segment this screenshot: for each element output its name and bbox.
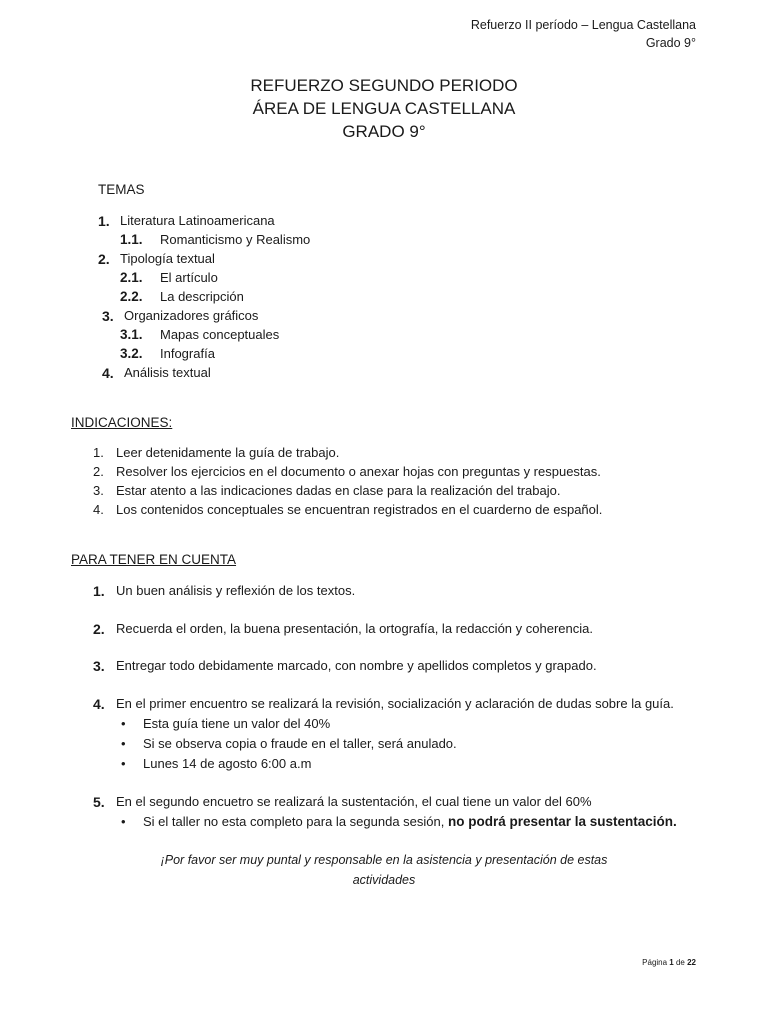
tener-item-num: 2. [93,621,105,637]
tener-bullet-text: Lunes 14 de agosto 6:00 a.m [143,756,312,771]
title-line-1: REFUERZO SEGUNDO PERIODO [250,76,518,95]
indicaciones-item-text: Estar atento a las indicaciones dadas en clase para la realización del trabajo. [116,483,561,498]
tener-item-num: 3. [93,658,105,674]
temas-subitem-text: El artículo [160,270,218,285]
indicaciones-item-num: 2. [93,464,104,479]
temas-subitem-num: 2.1. [120,270,143,285]
closing-note [0,850,768,890]
running-header [471,16,696,52]
page-number-middle: de [673,958,688,967]
tener-bullet-text [143,813,677,831]
tener-bullet-text: Esta guía tiene un valor del 40% [143,716,331,731]
temas-subitem-num: 3.1. [120,327,143,342]
bullet-icon: • [121,814,126,829]
tener-item-num: 1. [93,583,105,599]
document-title [0,74,768,143]
tener-item-text: Entregar todo debidamente marcado, con nombre y apellidos completos y grapado. [116,658,597,673]
temas-item-num: 4. [102,365,114,381]
closing-note-line-1: ¡Por favor ser muy puntal y responsable en la asistencia y presentación de estas [160,853,608,867]
temas-subitem-num: 2.2. [120,289,143,304]
temas-heading: TEMAS [98,182,145,197]
indicaciones-item-num: 4. [93,502,104,517]
temas-subitem-num: 3.2. [120,346,143,361]
indicaciones-item-num: 1. [93,445,104,460]
indicaciones-item-text: Resolver los ejercicios en el documento o anexar hojas con preguntas y respuestas. [116,464,601,479]
indicaciones-heading: INDICACIONES: [71,415,173,430]
tener-item-text: Recuerda el orden, la buena presentación, la ortografía, la redacción y coherencia. [116,621,593,636]
page-number-current: 1 [669,958,674,967]
tener-item-text: En el primer encuentro se realizará la revisión, socialización y aclaración de dudas sobre la guía. [116,696,674,711]
bullet-icon: • [121,756,126,771]
temas-item-num: 3. [102,308,114,324]
page-number [642,958,696,967]
tener-bullet-text: Si se observa copia o fraude en el taller, será anulado. [143,736,457,751]
temas-item-num: 2. [98,251,110,267]
tener-heading: PARA TENER EN CUENTA [71,552,237,567]
header-line-1: Refuerzo II período – Lengua Castellana [470,18,696,32]
tener-item-num: 4. [93,696,105,712]
bullet-bold-text: no podrá presentar la sustentación. [447,814,677,829]
temas-subitem-num: 1.1. [120,232,143,247]
tener-item-text: Un buen análisis y reflexión de los textos. [116,583,356,598]
bullet-icon: • [121,716,126,731]
tener-item-num: 5. [93,794,105,810]
temas-item-text: Organizadores gráficos [124,308,259,323]
indicaciones-item-num: 3. [93,483,104,498]
temas-subitem-text: Mapas conceptuales [160,327,280,342]
temas-item-num: 1. [98,213,110,229]
temas-item-text: Análisis textual [124,365,211,380]
closing-note-line-2: actividades [352,873,416,887]
page-number-total: 22 [687,958,696,967]
bullet-plain-text: Si el taller no esta completo para la segunda sesión, [143,814,448,829]
tener-item-text: En el segundo encuetro se realizará la sustentación, el cual tiene un valor del 60% [116,794,592,809]
temas-item-text: Tipología textual [120,251,215,266]
temas-subitem-text: Infografía [160,346,215,361]
header-line-2: Grado 9° [645,36,696,50]
temas-subitem-text: La descripción [160,289,244,304]
temas-item-text: Literatura Latinoamericana [120,213,275,228]
title-line-3: GRADO 9° [342,122,426,141]
temas-subitem-text: Romanticismo y Realismo [160,232,311,247]
title-line-2: ÁREA DE LENGUA CASTELLANA [252,99,516,118]
page-number-prefix: Página [642,958,670,967]
bullet-icon: • [121,736,126,751]
indicaciones-item-text: Los contenidos conceptuales se encuentran registrados en el cuarderno de español. [116,502,603,517]
indicaciones-item-text: Leer detenidamente la guía de trabajo. [116,445,340,460]
